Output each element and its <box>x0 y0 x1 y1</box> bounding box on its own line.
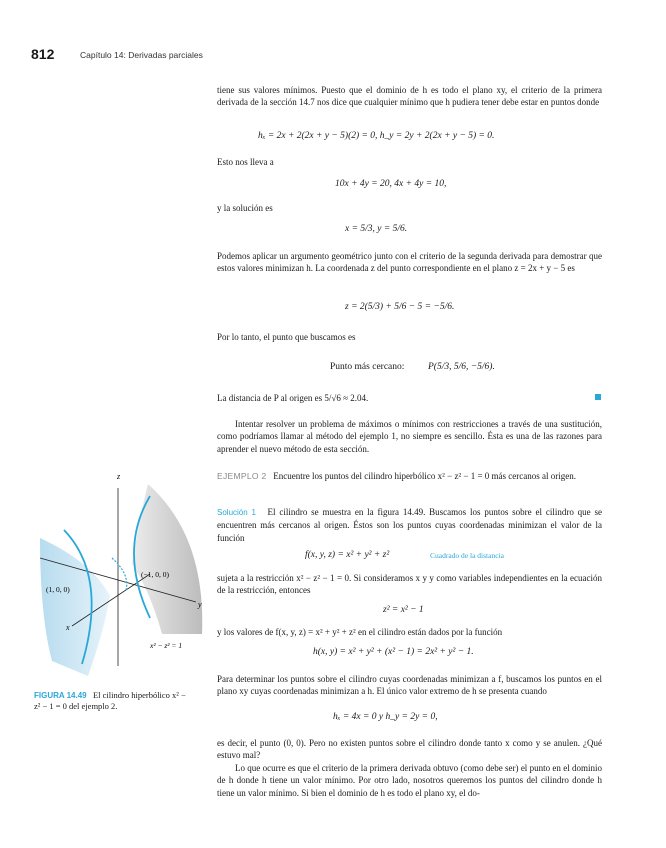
equation-6-note: Cuadrado de la distancia <box>430 551 504 560</box>
figure-caption-label: FIGURA 14.49 <box>34 691 87 700</box>
z-axis-label: z <box>117 472 121 481</box>
solution-1-label: Solución 1 <box>217 508 256 517</box>
example-2-label: EJEMPLO 2 <box>217 471 267 481</box>
paragraph-2: Esto nos lleva a <box>217 157 274 167</box>
chapter-title: Capítulo 14: Derivadas parciales <box>80 50 203 60</box>
paragraph-4: Podemos aplicar un argumento geométrico junto con el criterio de la segunda derivada para demostrar que estos valores minimizan h. La coordenada z del punto correspondiente en el plano z = 2x + y − 5 es <box>217 251 602 274</box>
equation-4: z = 2(5/3) + 5/6 − 5 = −5/6. <box>345 302 455 312</box>
paragraph-6: La distancia de P al origen es 5/√6 ≈ 2.04. <box>217 393 369 403</box>
paragraph-7: Intentar resolver un problema de máximos o mínimos con restricciones a través de una sustitución, como podríamos llamar al método del ejemplo 1, no siempre es sencillo. Ésta es una de las razones para aprender el nuevo método de esta sección. <box>217 419 602 454</box>
paragraph-10: Para determinar los puntos sobre el cilindro cuyas coordenadas minimizan a f, buscamos los puntos en el plano xy cuyas coordenadas minimizan a h. El único valor extremo de h se presenta cuando <box>217 674 602 697</box>
equation-5: P(5/3, 5/6, −5/6). <box>428 362 495 372</box>
y-axis-label: y <box>198 600 202 609</box>
point-1-label: (1, 0, 0) <box>46 585 70 594</box>
page-number: 812 <box>31 46 55 62</box>
end-of-example-marker <box>595 394 601 400</box>
figure-caption-text: El cilindro hiperbólico x² − z² − 1 = 0 del ejemplo 2. <box>34 690 186 711</box>
paragraph-9: y los valores de f(x, y, z) = x² + y² + z² en el cilindro están dados por la función <box>217 627 503 637</box>
paragraph-5: Por lo tanto, el punto que buscamos es <box>217 332 356 342</box>
paragraph-12: Lo que ocurre es que el criterio de la primera derivada obtuvo (como debe ser) el punto en el dominio de h donde h tiene un valor mínimo. Por otro lado, nosotros queremos los puntos del cilindro donde h tiene un valor mínimo. Si bien el dominio de h es todo el plano xy, el do- <box>217 763 602 798</box>
equation-3: x = 5/3, y = 5/6. <box>345 224 408 234</box>
cylinder-sheet-left <box>40 538 110 676</box>
solution-1-text: El cilindro se muestra en la figura 14.49. Buscamos los puntos sobre el cilindro que se encuentren más cercanos al origen. Éstos son los puntos cuyas coordenadas minimizan el valor de la función <box>217 507 603 543</box>
example-2 <box>217 470 602 482</box>
figure-caption <box>34 690 194 712</box>
paragraph-8: sujeta a la restricción x² − z² − 1 = 0. Si consideramos x y y como variables independientes en la ecuación de la restricción, entonces <box>217 573 602 596</box>
equation-6: f(x, y, z) = x² + y² + z² <box>305 550 390 560</box>
paragraph-1: tiene sus valores mínimos. Puesto que el dominio de h es todo el plano xy, el criterio de la primera derivada de la sección 14.7 nos dice que cualquier mínimo que h pudiera tener debe estar en puntos donde <box>217 85 602 108</box>
example-2-text: Encuentre los puntos del cilindro hiperbólico x² − z² − 1 = 0 más cercanos al origen. <box>273 471 577 481</box>
equation-9: hₓ = 4x = 0 y h_y = 2y = 0, <box>333 712 438 722</box>
hyperbolic-cylinder-figure <box>30 466 210 686</box>
equation-5-label: Punto más cercano: <box>330 362 405 372</box>
x-axis-label: x <box>66 623 70 632</box>
point-2-label: (−1, 0, 0) <box>141 570 169 579</box>
paragraph-11: es decir, el punto (0, 0). Pero no existen puntos sobre el cilindro donde tanto x como y se anulen. ¿Qué estuvo mal? <box>217 738 602 761</box>
equation-7: z² = x² − 1 <box>383 605 424 615</box>
hyperbola-branch-inner <box>112 558 127 590</box>
paragraph-3: y la solución es <box>217 203 273 213</box>
equation-1: hₓ = 2x + 2(2x + y − 5)(2) = 0, h_y = 2y + 2(2x + y − 5) = 0. <box>258 131 495 141</box>
solution-1 <box>217 506 602 544</box>
equation-8: h(x, y) = x² + y² + (x² − 1) = 2x² + y² − 1. <box>313 647 474 657</box>
cylinder-equation-label: x² − z² = 1 <box>150 641 183 650</box>
equation-2: 10x + 4y = 20, 4x + 4y = 10, <box>335 179 447 189</box>
cylinder-sheet-right <box>132 484 202 634</box>
